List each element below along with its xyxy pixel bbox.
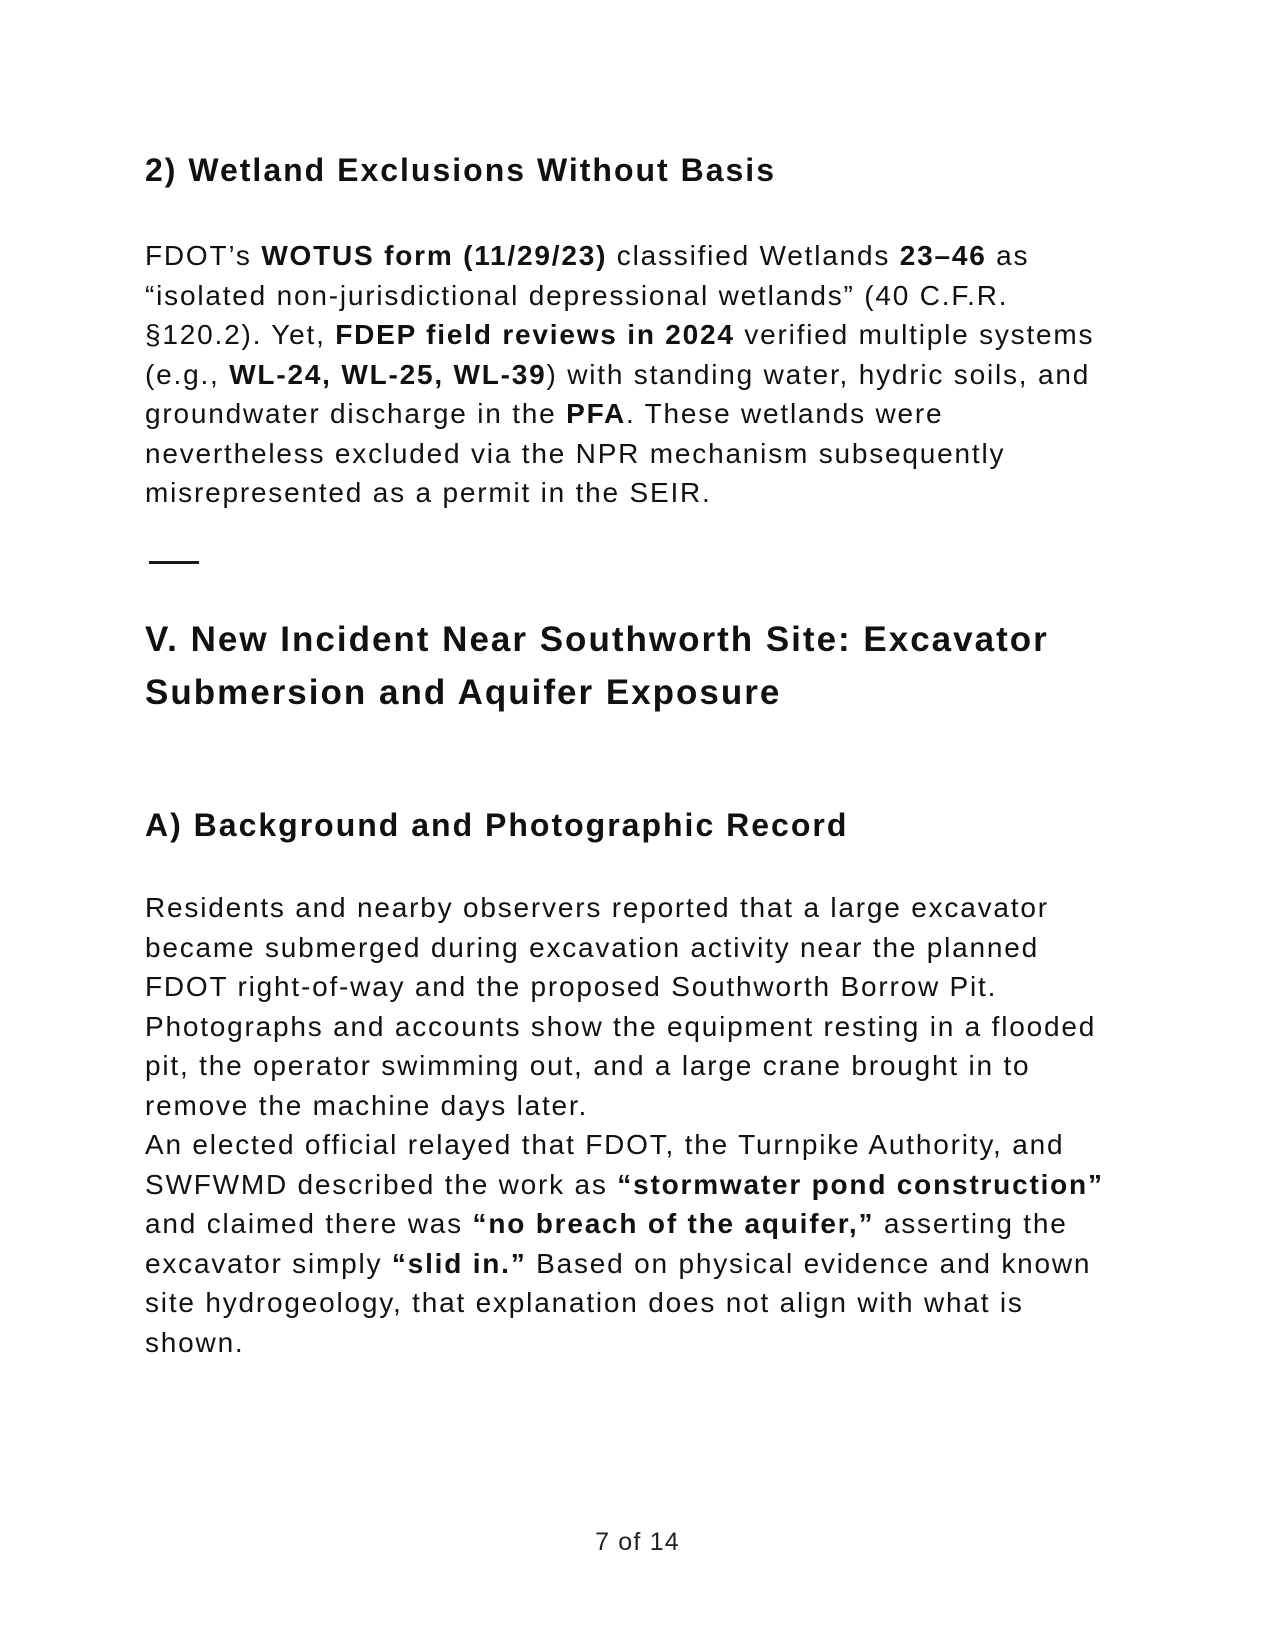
subsection-heading-background-record: A) Background and Photographic Record [145,807,849,843]
paragraph-wetland-exclusions: FDOT’s WOTUS form (11/29/23) classified Wetlands 23–46 as “isolated non-jurisdictional depressional wetlands” (40 C.F.R. §120.2). Yet, FDEP field reviews in 2024 verified multiple systems (e.g., WL-24, WL-25, WL-39) with standing water, hydric soils, and groundwater discharge in the PFA. These wetlands were nevertheless excluded via the NPR mechanism subsequently misrepresented as a permit in the SEIR. [145,240,1095,508]
page-number-footer: 7 of 14 [595,1528,680,1556]
section-heading-wetland-exclusions: 2) Wetland Exclusions Without Basis [145,152,776,188]
section-divider [149,561,199,564]
paragraph-background-record: Residents and nearby observers reported that a large excavator became submerged during excavation activity near the planned FDOT right-of-way and the proposed Southworth Borrow Pit. Photographs and accounts show the equipment resting in a flooded pit, the operator swimming out, and a large crane brought in to remove the machine days later. An elected official relayed that FDOT, the Turnpike Authority, and SWFWMD described the work as “stormwater pond construction” and claimed there was “no breach of the aquifer,” asserting the excavator simply “slid in.” Based on physical evidence and known site hydrogeology, that explanation does not align with what is shown. [145,892,1104,1358]
section-heading-new-incident: V. New Incident Near Southworth Site: Excavator Submersion and Aquifer Exposure [145,620,1049,712]
